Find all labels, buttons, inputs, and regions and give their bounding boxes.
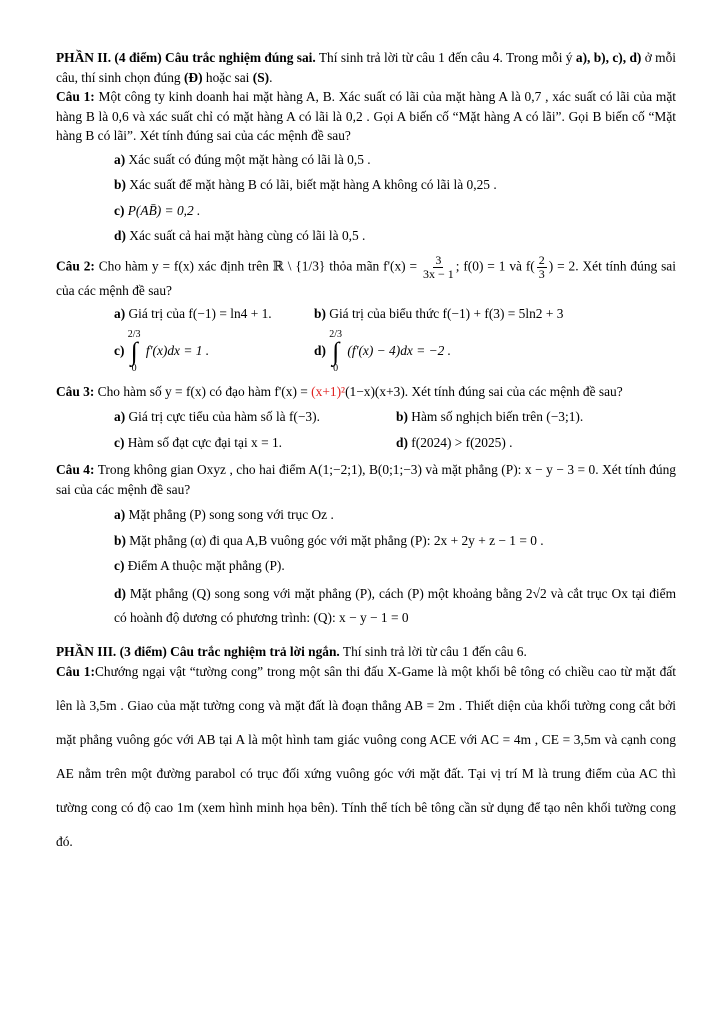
- fraction: $\frac{2}{3}$: [538, 252, 545, 281]
- q1-option-c: c) P(AB̄) = 0,2 .: [114, 202, 201, 218]
- exam-page: [56, 48, 676, 859]
- part2-heading: PHẦN II. (4 điểm) Câu trắc nghiệm đúng sai.: [56, 50, 316, 65]
- question-label: Câu 1:: [56, 89, 95, 104]
- q2-option-d: d) 2/3 ∫ 0 (f'(x) − 4)dx = −2 .: [314, 328, 451, 374]
- q2-option-c: c) 2/3 ∫ 0 f'(x)dx = 1 .: [114, 328, 210, 374]
- part2-intro: PHẦN II. (4 điểm) Câu trắc nghiệm đúng sai. Thí sinh trả lời từ câu 1 đến câu 4. Trong mỗi ý a), b), c), d) ở mỗi câu, thí sinh chọn đúng (Đ) hoặc sai (S).: [56, 50, 677, 85]
- q2-options-cd: [56, 330, 676, 374]
- part3-intro: PHẦN III. (3 điểm) Câu trắc nghiệm trả lời ngắn. Thí sinh trả lời từ câu 1 đến câu 6.: [56, 643, 527, 659]
- q3-option-b: b) Hàm số nghịch biến trên (−3;1).: [396, 409, 584, 424]
- question-label: Câu 4:: [56, 462, 95, 477]
- q2-option-b: b) Giá trị của biểu thức f(−1) + f(3) = 5ln2 + 3: [314, 306, 564, 321]
- question-text: Một công ty kinh doanh hai mặt hàng A, B. Xác suất có lãi của mặt hàng A là 0,7 , xác suất có lãi của mặt hàng B là 0,6 và xác suất chỉ có mặt hàng A có lãi là 0,2 . Gọi A biến cố “Mặt hàng A có lãi”. Gọi B biến cố “Mặt hàng B có lãi”. Xét tính đúng sai của các mệnh đề sau?: [56, 89, 676, 143]
- q4-option-b: b) Mặt phẳng (α) đi qua A,B vuông góc với mặt phẳng (P): 2x + 2y + z − 1 = 0 .: [114, 532, 544, 548]
- question-2: Câu 2: Cho hàm y = f(x) xác định trên ℝ \ {1/3} thỏa mãn f'(x) = $\frac{3}{3x - 1}$ ; f(0) = 1 và f( $\frac{2}{3}$ ) = 2. Xét tính đúng sai của các mệnh đề sau?: [56, 252, 676, 298]
- q2-option-a: a) Giá trị của f(−1) = ln4 + 1.: [114, 306, 272, 321]
- q3-option-c: c) Hàm số đạt cực đại tại x = 1.: [114, 434, 283, 450]
- q4-option-d: d) Mặt phẳng (Q) song song với mặt phẳng (P), cách (P) một khoảng bằng 2√2 và cắt trục Ox tại điểm có hoành độ dương có phương trình: (Q): x − y − 1 = 0: [114, 585, 676, 625]
- q3-option-d: d) f(2024) > f(2025) .: [396, 434, 513, 450]
- q4-option-c: c) Điểm A thuộc mặt phẳng (P).: [114, 558, 285, 573]
- integral-sign: 2/3 ∫ 0: [329, 328, 343, 374]
- question-label: Câu 3:: [56, 383, 95, 399]
- question-label: Câu 2:: [56, 258, 95, 274]
- q3-option-a: a) Giá trị cực tiểu của hàm số là f(−3).: [114, 409, 320, 424]
- question-1: [56, 87, 676, 146]
- q1-option-d: d) Xác suất cả hai mặt hàng cùng có lãi là 0,5 .: [114, 228, 366, 243]
- q2-options-ab: [56, 304, 676, 324]
- q3-options-ab: [56, 407, 676, 427]
- integral-sign: 2/3 ∫ 0: [127, 328, 141, 374]
- q3-options-cd: [56, 433, 676, 453]
- highlighted-factor: (x+1)²: [311, 383, 346, 399]
- question-3: Câu 3: Cho hàm số y = f(x) có đạo hàm f'(x) = (x+1)²(1−x)(x+3). Xét tính đúng sai của các mệnh đề sau?: [56, 383, 623, 399]
- q1-option-b: b) Xác suất để mặt hàng B có lãi, biết mặt hàng A không có lãi là 0,25 .: [114, 177, 497, 192]
- fraction: $\frac{3}{3x - 1}$: [422, 252, 454, 281]
- q1-option-a: a) Xác suất có đúng một mặt hàng có lãi là 0,5 .: [114, 151, 371, 167]
- question-label: Câu 1:: [56, 664, 95, 679]
- part3-question-1: [56, 655, 676, 859]
- question-text: Chướng ngại vật “tường cong” trong một sân thi đấu X-Game là một khối bê tông có chiều cao từ mặt đất lên là 3,5m . Giao của mặt tường cong và mặt đất là đoạn thẳng AB = 2m . Thiết diện của khối tường cong cắt bởi mặt phẳng vuông góc với AB tại A là một hình tam giác vuông cong ACE với AC = 4m , CE = 3,5m và cạnh cong AE nằm trên một đường parabol có trục đối xứng vuông góc với mặt đất. Tại vị trí M là trung điểm của AC thì tường cong có độ cao 1m (xem hình minh họa bên). Tính thể tích bê tông cần sử dụng để tạo nên khối tường cong đó.: [56, 664, 676, 849]
- question-4: Câu 4: Trong không gian Oxyz , cho hai điểm A(1;−2;1), B(0;1;−3) và mặt phẳng (P): x − y − 3 = 0. Xét tính đúng sai của các mệnh đề sau?: [56, 462, 676, 497]
- q4-option-a: a) Mặt phẳng (P) song song với trục Oz .: [114, 507, 334, 522]
- part3-heading: PHẦN III. (3 điểm) Câu trắc nghiệm trả lời ngắn.: [56, 643, 340, 659]
